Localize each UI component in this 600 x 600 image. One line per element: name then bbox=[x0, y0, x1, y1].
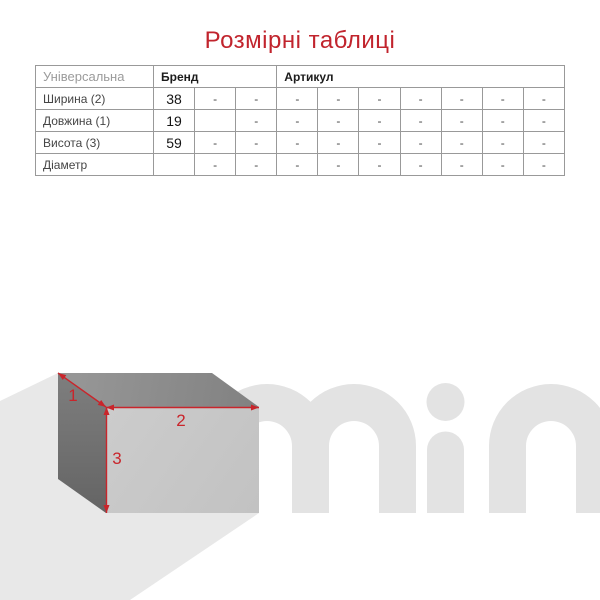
watermark-letter-i-dot bbox=[427, 383, 465, 421]
table-cell: - bbox=[236, 154, 277, 176]
table-header-row bbox=[36, 66, 565, 88]
article-column-header: Артикул bbox=[277, 66, 565, 88]
table-row-height bbox=[36, 132, 565, 154]
row-label: Висота (3) bbox=[36, 132, 154, 154]
page-title: Розмірні таблиці bbox=[204, 27, 396, 54]
table-cell: - bbox=[441, 132, 482, 154]
watermark-letter-i-stem bbox=[427, 432, 464, 513]
dimension-label-height: 3 bbox=[112, 449, 122, 468]
table-cell: - bbox=[195, 88, 236, 110]
table-cell: - bbox=[523, 88, 564, 110]
dimension-label-depth: 1 bbox=[68, 386, 78, 405]
table-cell: - bbox=[400, 110, 441, 132]
table-cell: - bbox=[318, 154, 359, 176]
table-cell: - bbox=[359, 88, 400, 110]
table-cell: - bbox=[236, 132, 277, 154]
table-cell: - bbox=[400, 132, 441, 154]
table-cell bbox=[154, 154, 195, 176]
table-cell: - bbox=[277, 132, 318, 154]
watermark-min-logo bbox=[205, 383, 600, 513]
table-cell: - bbox=[236, 88, 277, 110]
table-cell: - bbox=[318, 88, 359, 110]
table-cell: 19 bbox=[154, 110, 195, 132]
table-cell: - bbox=[523, 110, 564, 132]
brand-column-header: Бренд bbox=[154, 66, 277, 88]
table-cell: - bbox=[195, 154, 236, 176]
table-cell: - bbox=[318, 132, 359, 154]
table-cell: - bbox=[482, 132, 523, 154]
box-dimensions-illustration bbox=[0, 360, 600, 600]
table-cell: - bbox=[523, 132, 564, 154]
watermark-letter-n bbox=[489, 384, 600, 513]
size-table bbox=[35, 65, 565, 176]
table-row-length bbox=[36, 110, 565, 132]
table-row-width bbox=[36, 88, 565, 110]
table-cell: - bbox=[277, 88, 318, 110]
table-cell: - bbox=[359, 110, 400, 132]
row-label: Ширина (2) bbox=[36, 88, 154, 110]
table-cell bbox=[195, 110, 236, 132]
table-cell: - bbox=[359, 132, 400, 154]
table-cell: - bbox=[277, 110, 318, 132]
table-cell: - bbox=[277, 154, 318, 176]
table-cell: - bbox=[359, 154, 400, 176]
table-cell: - bbox=[236, 110, 277, 132]
table-cell: 38 bbox=[154, 88, 195, 110]
table-cell: 59 bbox=[154, 132, 195, 154]
table-cell: - bbox=[482, 154, 523, 176]
table-cell: - bbox=[195, 132, 236, 154]
table-cell: - bbox=[482, 110, 523, 132]
table-cell: - bbox=[482, 88, 523, 110]
table-cell: - bbox=[441, 110, 482, 132]
row-label: Діаметр bbox=[36, 154, 154, 176]
table-cell: - bbox=[441, 88, 482, 110]
table-cell: - bbox=[400, 154, 441, 176]
table-row-diameter bbox=[36, 154, 565, 176]
table-cell: - bbox=[318, 110, 359, 132]
table-cell: - bbox=[400, 88, 441, 110]
dimension-label-width: 2 bbox=[176, 411, 186, 430]
table-cell: - bbox=[441, 154, 482, 176]
row-label: Довжина (1) bbox=[36, 110, 154, 132]
table-cell: - bbox=[523, 154, 564, 176]
table-corner-header: Універсальна bbox=[36, 66, 154, 88]
